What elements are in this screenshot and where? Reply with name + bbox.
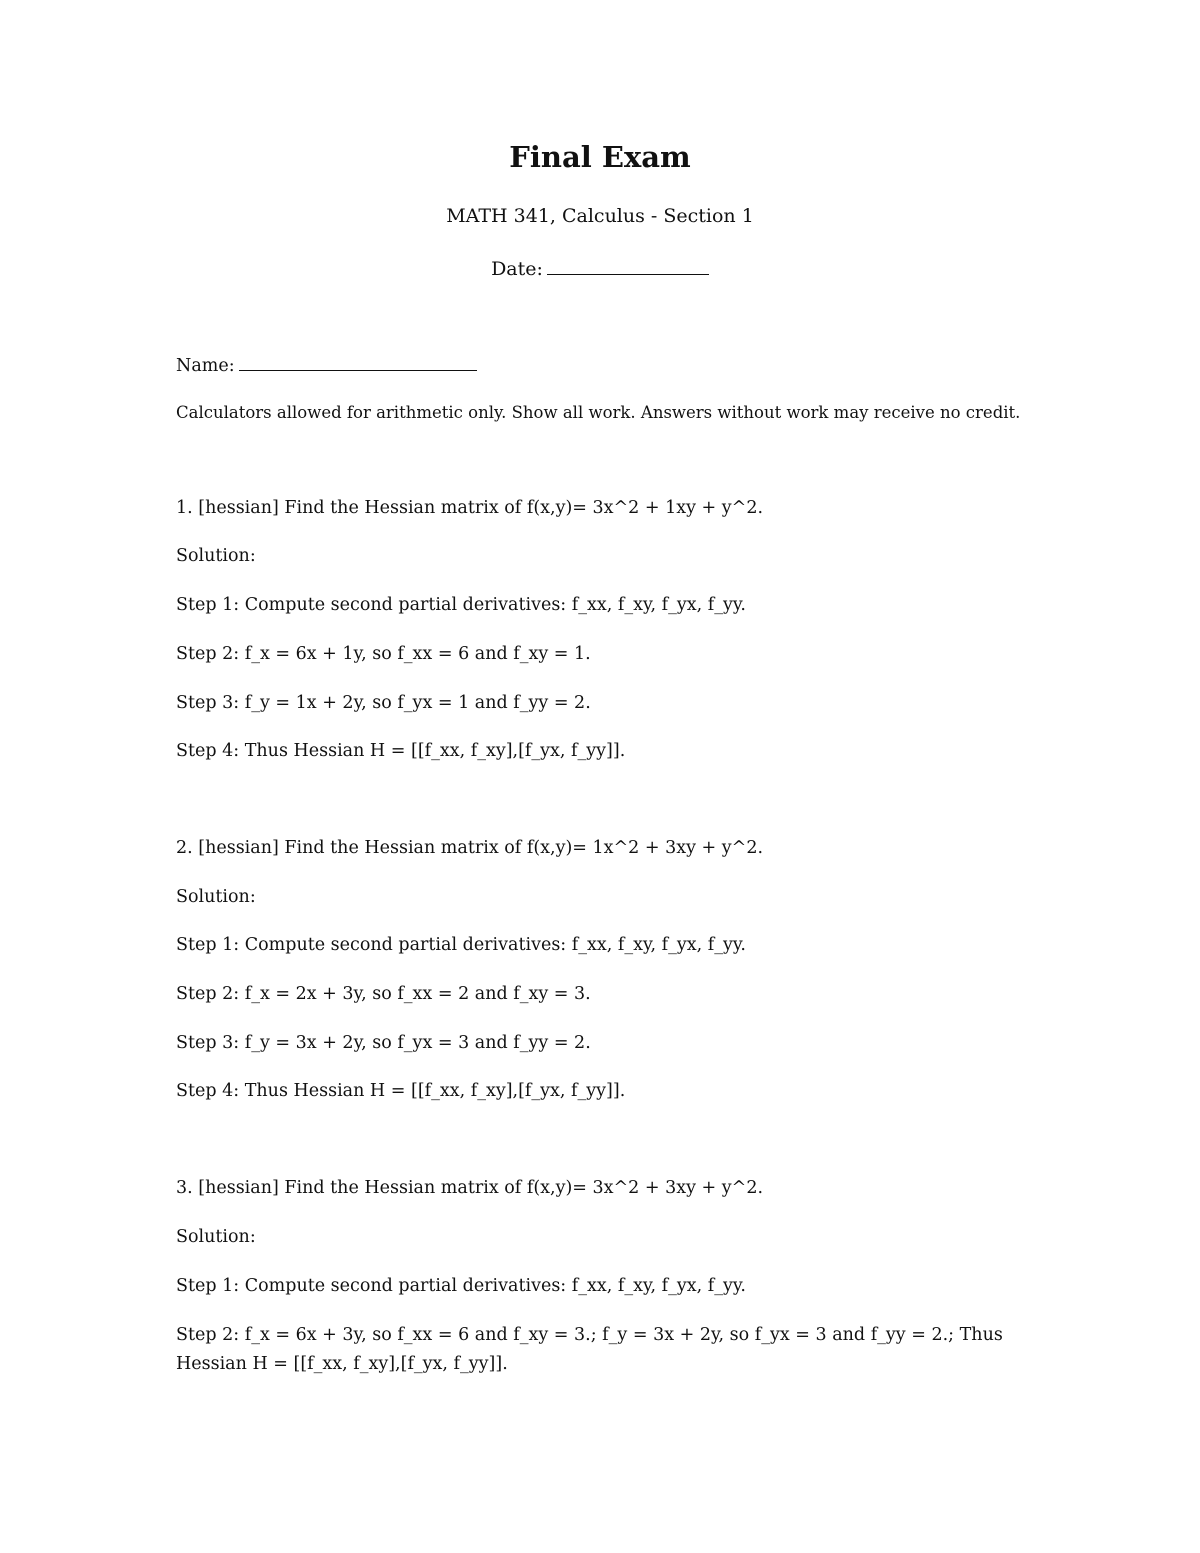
instructions-text: Calculators allowed for arithmetic only. Show all work. Answers without work may receive no credit. [176, 403, 1021, 422]
question-3-step-1: Step 1: Compute second partial derivatives: f_xx, f_xy, f_yx, f_yy. [176, 1276, 746, 1296]
date-label: Date: [491, 258, 543, 280]
question-2-solution-label: Solution: [176, 887, 256, 907]
question-1-step-3: Step 3: f_y = 1x + 2y, so f_yx = 1 and f_yy = 2. [176, 693, 591, 713]
question-3-step-2: Step 2: f_x = 6x + 3y, so f_xx = 6 and f_xy = 3.; f_y = 3x + 2y, so f_yx = 3 and f_yy = 2.; Thus Hessian H = [[f_xx, f_xy],[f_yx, f_yy]]. [176, 1325, 1009, 1374]
question-1-prompt: 1. [hessian] Find the Hessian matrix of f(x,y)= 3x^2 + 1xy + y^2. [176, 498, 764, 518]
question-3-solution-label: Solution: [176, 1227, 256, 1247]
date-blank-line [547, 256, 709, 275]
question-2-step-4: Step 4: Thus Hessian H = [[f_xx, f_xy],[f_yx, f_yy]]. [176, 1081, 626, 1101]
question-3-prompt: 3. [hessian] Find the Hessian matrix of f(x,y)= 3x^2 + 3xy + y^2. [176, 1178, 764, 1198]
question-2-step-2: Step 2: f_x = 2x + 3y, so f_xx = 2 and f_xy = 3. [176, 984, 591, 1004]
question-2-step-1: Step 1: Compute second partial derivatives: f_xx, f_xy, f_yx, f_yy. [176, 935, 746, 955]
exam-title: Final Exam [509, 140, 691, 174]
name-label: Name: [176, 356, 235, 376]
question-2-step-3: Step 3: f_y = 3x + 2y, so f_yx = 3 and f_yy = 2. [176, 1033, 591, 1053]
course-subtitle: MATH 341, Calculus - Section 1 [446, 205, 754, 227]
question-1-step-1: Step 1: Compute second partial derivatives: f_xx, f_xy, f_yx, f_yy. [176, 595, 746, 615]
question-1-step-2: Step 2: f_x = 6x + 1y, so f_xx = 6 and f_xy = 1. [176, 644, 591, 664]
question-2-prompt: 2. [hessian] Find the Hessian matrix of f(x,y)= 1x^2 + 3xy + y^2. [176, 838, 764, 858]
date-line [0, 256, 1200, 280]
question-1-step-4: Step 4: Thus Hessian H = [[f_xx, f_xy],[f_yx, f_yy]]. [176, 741, 626, 761]
name-blank-line [239, 352, 477, 371]
name-line [176, 352, 1036, 381]
question-1-solution-label: Solution: [176, 546, 256, 566]
